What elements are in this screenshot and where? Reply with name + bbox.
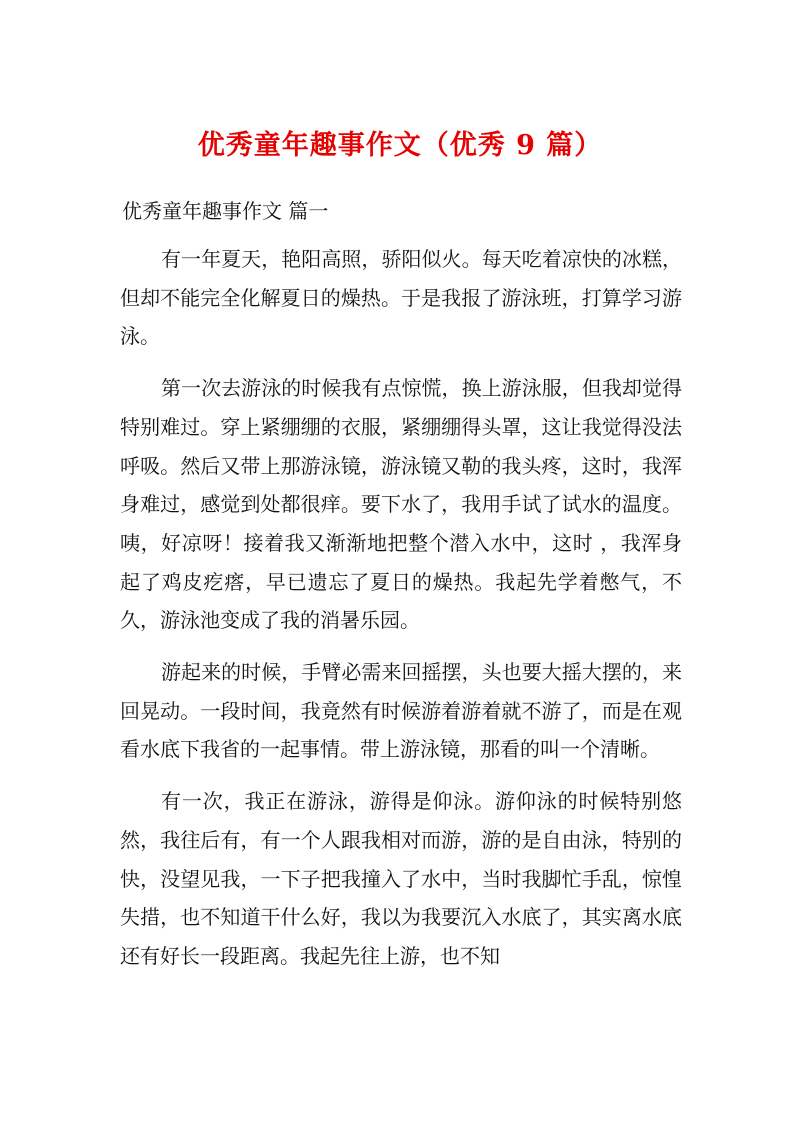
paragraph: 游起来的时候，手臂必需来回摇摆，头也要大摇大摆的，来回晃动。一段时间，我竟然有时候游着游着就不游了，而是在观看水底下我省的一起事情。带上游泳镜，那看的叫一个清晰。 bbox=[120, 660, 682, 762]
section-heading: 优秀童年趣事作文 篇一 bbox=[122, 199, 329, 223]
paragraph: 有一年夏天，艳阳高照，骄阳似火。每天吃着凉快的冰糕，但却不能完全化解夏日的燥热。于是我报了游泳班，打算学习游泳。 bbox=[120, 247, 682, 349]
paragraph: 第一次去游泳的时候我有点惊慌，换上游泳服，但我却觉得特别难过。穿上紧绷绷的衣服，紧绷绷得头罩，这让我觉得没法呼吸。然后又带上那游泳镜，游泳镜又勒的我头疼，这时，我浑身难过，感觉到处都很痒。要下水了，我用手试了试水的温度。咦，好凉呀！接着我又渐渐地把整个潜入水中，这时 ，我浑身起了鸡皮疙瘩，早已遗忘了夏日的燥热。我起先学着憋气，不久，游泳池变成了我的消暑乐园。 bbox=[120, 376, 682, 633]
document-body bbox=[120, 240, 682, 989]
document-title: 优秀童年趣事作文（优秀 9 篇） bbox=[197, 130, 603, 161]
paragraph: 有一次，我正在游泳，游得是仰泳。游仰泳的时候特别悠然，我往后有，有一个人跟我相对而游，游的是自由泳，特别的快，没望见我，一下子把我撞入了水中，当时我脚忙手乱，惊惶失措，也不知道干什么好，我以为我要沉入水底了，其实离水底还有好长一段距离。我起先往上游，也不知 bbox=[120, 789, 682, 968]
